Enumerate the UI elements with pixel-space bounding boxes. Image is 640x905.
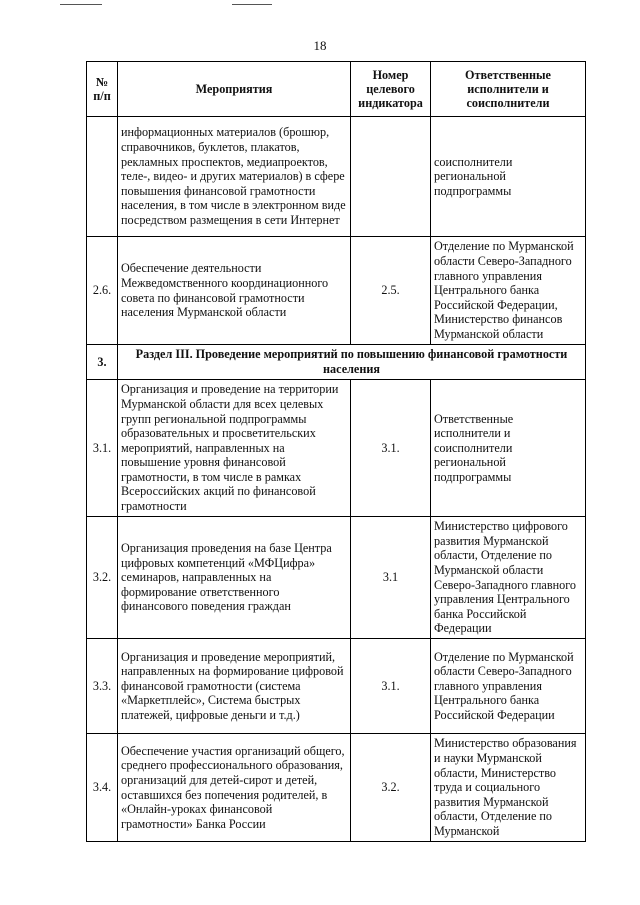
table-row xyxy=(87,237,586,345)
activities-table xyxy=(86,61,586,842)
table-row xyxy=(87,639,586,734)
row-activity: Организация проведения на базе Центра цифровых компетенций «МФЦифра» семинаров, направленных на формирование ответственного финансового поведения граждан xyxy=(118,517,351,639)
table-row xyxy=(87,380,586,517)
row-responsible: Министерство цифрового развития Мурманской области, Отделение по Мурманской области Северо-Западного главного управления Центрального банка Российской Федерации xyxy=(431,517,586,639)
row-num: 2.6. xyxy=(87,237,118,345)
row-num: 3.2. xyxy=(87,517,118,639)
header-activity: Мероприятия xyxy=(118,62,351,117)
scan-edge-mark-left xyxy=(60,4,102,5)
table-row xyxy=(87,734,586,842)
row-indicator: 3.1. xyxy=(351,380,431,517)
scan-edge-mark-right xyxy=(232,4,272,5)
row-responsible: Ответственные исполнители и соисполнители региональной подпрограммы xyxy=(431,380,586,517)
row-indicator xyxy=(351,117,431,237)
header-responsible: Ответственные исполнители и соисполнители xyxy=(431,62,586,117)
row-responsible: Отделение по Мурманской области Северо-Западного главного управления Центрального банка Российской Федерации, Министерство финансов Мурманской области xyxy=(431,237,586,345)
row-responsible: Отделение по Мурманской области Северо-Западного главного управления Центрального банка Российской Федерации xyxy=(431,639,586,734)
row-activity: Организация и проведение мероприятий, направленных на формирование цифровой финансовой грамотности (система «Маркетплейс», Система быстрых платежей, цифровые деньги и т.д.) xyxy=(118,639,351,734)
row-activity: информационных материалов (брошюр, справочников, буклетов, плакатов, рекламных проспектов, медиапроектов, теле-, видео- и других материалов) в сфере повышения финансовой грамотности населения, в том числе в электронном виде посредством размещения в сети Интернет xyxy=(118,117,351,237)
row-activity: Организация и проведение на территории Мурманской области для всех целевых групп региональной подпрограммы образовательных и просветительских мероприятий, направленных на повышение уровня финансовой грамотности, в том числе в рамках Всероссийских акций по финансовой грамотности xyxy=(118,380,351,517)
header-indicator: Номер целевого индикатора xyxy=(351,62,431,117)
table-row xyxy=(87,517,586,639)
row-indicator: 3.1 xyxy=(351,517,431,639)
page-number: 18 xyxy=(313,38,327,53)
row-num: 3.4. xyxy=(87,734,118,842)
row-activity: Обеспечение деятельности Межведомственного координационного совета по финансовой грамотности населения Мурманской области xyxy=(118,237,351,345)
table-header-row xyxy=(87,62,586,117)
row-activity: Обеспечение участия организаций общего, среднего профессионального образования, организаций для детей-сирот и детей, оставшихся без попечения родителей, в «Онлайн-уроках финансовой грамотности» Банка России xyxy=(118,734,351,842)
section-row xyxy=(87,345,586,380)
row-num: 3.1. xyxy=(87,380,118,517)
row-responsible: Министерство образования и науки Мурманской области, Министерство труда и социального развития Мурманской области, Отделение по Мурманской xyxy=(431,734,586,842)
row-indicator: 3.1. xyxy=(351,639,431,734)
row-indicator: 2.5. xyxy=(351,237,431,345)
section-num: 3. xyxy=(87,345,118,380)
section-title: Раздел III. Проведение мероприятий по повышению финансовой грамотности населения xyxy=(118,345,586,380)
row-num: 3.3. xyxy=(87,639,118,734)
header-num: № п/п xyxy=(87,62,118,117)
row-responsible: соисполнители региональной подпрограммы xyxy=(431,117,586,237)
row-indicator: 3.2. xyxy=(351,734,431,842)
row-num xyxy=(87,117,118,237)
table-row xyxy=(87,117,586,237)
